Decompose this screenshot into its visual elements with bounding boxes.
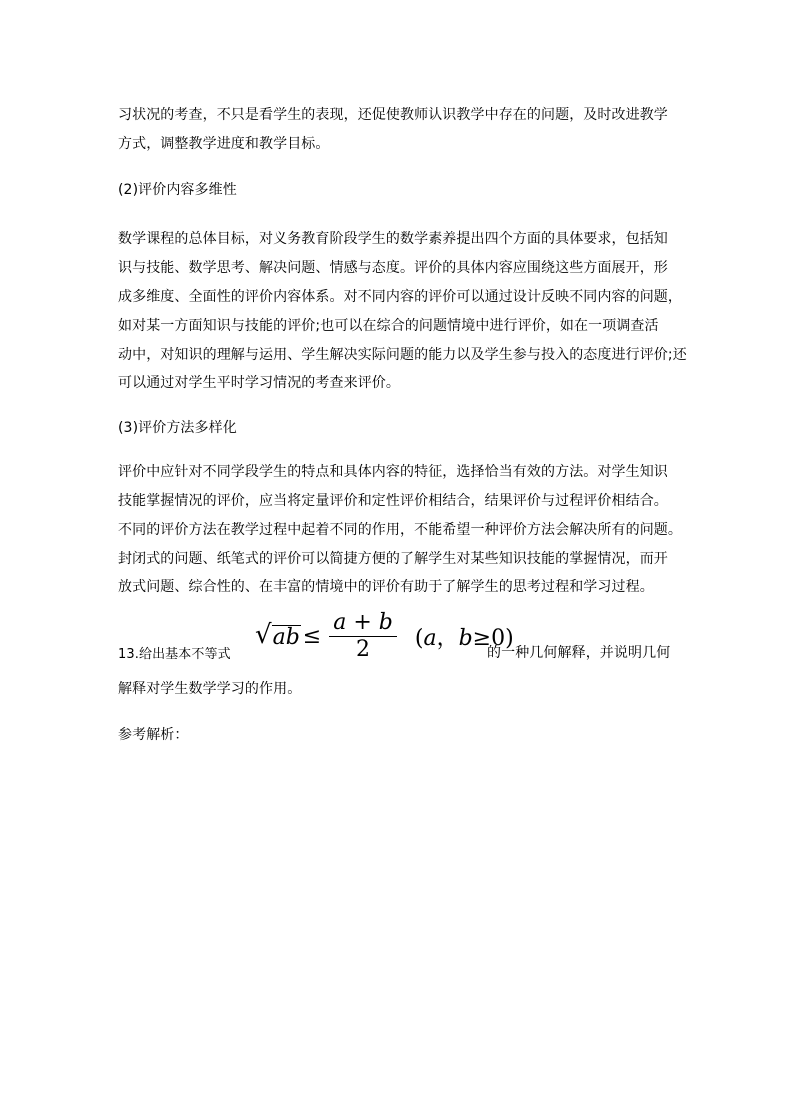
radical-sign-icon: √ <box>255 620 272 650</box>
question-13-suffix: 的一种几何解释，并说明几何 <box>487 645 671 661</box>
question-13-prefix: 13.给出基本不等式 <box>118 647 231 662</box>
fraction <box>329 610 397 663</box>
zero-value: 0 <box>491 625 506 651</box>
paragraph-line: 成多维度、全面性的评价内容体系。对不同内容的评价可以通过设计反映不同内容的问题， <box>118 289 682 305</box>
paragraph-line: 封闭式的问题、纸笔式的评价可以简捷方便的了解学生对某些知识技能的掌握情况，而开 <box>118 551 668 567</box>
paragraph-line: 方式，调整教学进度和教学目标。 <box>118 136 330 152</box>
section-heading-3: (3)评价方法多样化 <box>118 420 237 436</box>
paragraph-line: 评价中应针对不同学段学生的特点和具体内容的特征，选择恰当有效的方法。对学生知识 <box>118 464 668 480</box>
inequality-formula <box>255 606 514 666</box>
radicand: ab <box>272 625 300 650</box>
paragraph-line: 技能掌握情况的评价，应当将定量评价和定性评价相结合，结果评价与过程评价相结合。 <box>118 493 668 509</box>
paren-close: ) <box>505 625 514 651</box>
paragraph-line: 数学课程的总体目标，对义务教育阶段学生的数学素养提出四个方面的具体要求，包括知 <box>118 231 668 247</box>
square-root <box>255 622 301 650</box>
question-13-line2: 解释对学生数学学习的作用。 <box>118 681 302 697</box>
section-heading-2: (2)评价内容多维性 <box>118 182 237 198</box>
var-a: a <box>423 625 437 651</box>
separator: ， <box>436 625 459 651</box>
paragraph-line: 不同的评价方法在教学过程中起着不同的作用，不能希望一种评价方法会解决所有的问题。 <box>118 522 682 538</box>
paren-open: ( <box>414 625 424 651</box>
var-b: b <box>458 625 473 651</box>
paragraph-line: 动中，对知识的理解与运用、学生解决实际问题的能力以及学生参与投入的态度进行评价;还 <box>118 347 687 363</box>
answer-label: 参考解析： <box>118 727 189 743</box>
paragraph-line: 可以通过对学生平时学习情况的考查来评价。 <box>118 375 400 391</box>
greater-equal-sign: ≥ <box>472 625 492 651</box>
paragraph-line: 识与技能、数学思考、解决问题、情感与态度。评价的具体内容应围绕这些方面展开，形 <box>118 260 668 276</box>
paragraph-line: 放式问题、综合性的、在丰富的情境中的评价有助于了解学生的思考过程和学习过程。 <box>118 579 654 595</box>
numerator: a + b <box>333 609 393 635</box>
paragraph-line: 如对某一方面知识与技能的评价;也可以在综合的问题情境中进行评价，如在一项调查活 <box>118 318 659 334</box>
paragraph-line: 习状况的考查，不只是看学生的表现，还促使教师认识教学中存在的问题，及时改进教学 <box>118 107 668 123</box>
less-equal-sign: ≤ <box>302 623 322 649</box>
denominator: 2 <box>356 636 371 662</box>
